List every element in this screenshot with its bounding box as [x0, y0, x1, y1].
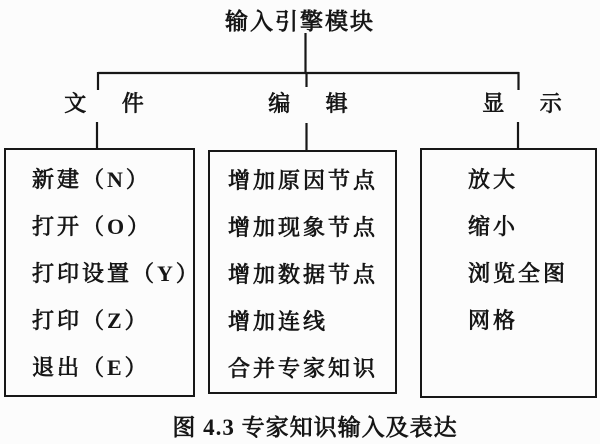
menu-item-add-data-node: 增加数据节点	[228, 262, 379, 287]
menu-box-file	[4, 148, 201, 397]
menu-item-print-setup: 打印设置（Y）	[32, 261, 201, 286]
menu-box-display	[420, 148, 597, 398]
menu-item-exit: 退出（E）	[32, 355, 150, 380]
diagram-title: 输入引擎模块	[225, 9, 375, 34]
menu-item-add-symptom-node: 增加现象节点	[228, 215, 379, 240]
menu-item-add-link: 增加连线	[228, 309, 329, 334]
menu-item-open: 打开（O）	[32, 214, 153, 239]
menu-box-edit	[208, 150, 397, 394]
menu-item-grid: 网格	[468, 308, 519, 333]
branch-label-edit: 编 辑	[268, 91, 348, 116]
menu-item-view-full-map: 浏览全图	[468, 261, 569, 286]
menu-item-print: 打印（Z）	[32, 308, 150, 333]
menu-item-new: 新建（N）	[32, 167, 151, 192]
menu-item-merge-expert-knowledge: 合并专家知识	[228, 356, 379, 381]
menu-item-add-cause-node: 增加原因节点	[228, 168, 379, 193]
branch-label-file: 文 件	[64, 91, 144, 116]
menu-item-zoom-in: 放大	[468, 167, 519, 192]
menu-item-zoom-out: 缩小	[468, 214, 519, 239]
branch-label-display: 显 示	[482, 91, 562, 116]
figure-caption: 图 4.3 专家知识输入及表达	[172, 415, 458, 440]
